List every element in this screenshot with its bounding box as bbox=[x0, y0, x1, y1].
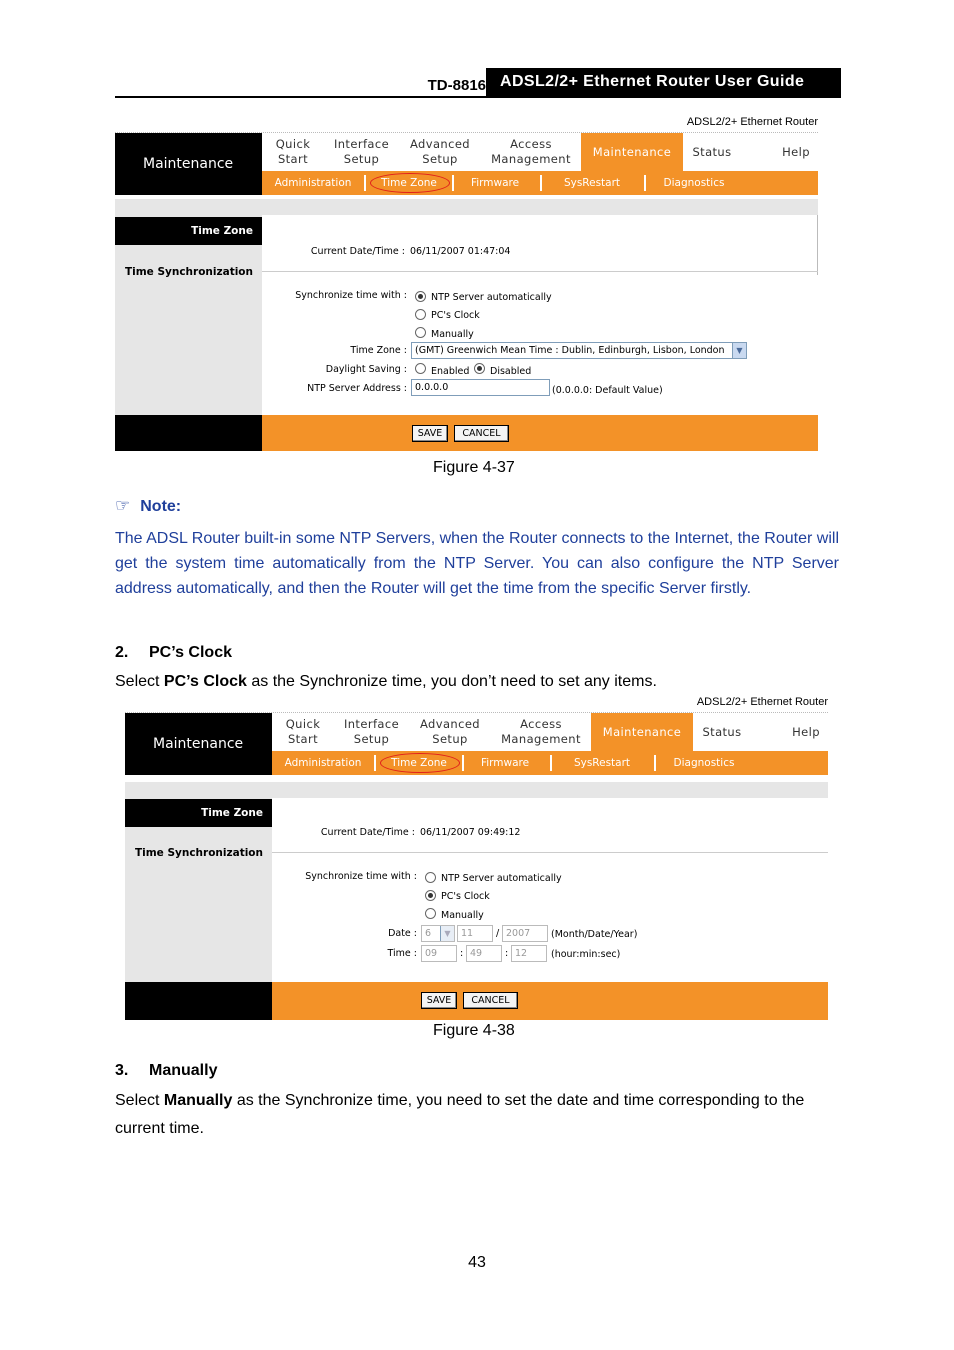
router-ui-ntp bbox=[115, 116, 818, 451]
time-label: Time : bbox=[387, 948, 417, 959]
subnav-diagnostics[interactable]: Diagnostics bbox=[663, 177, 725, 189]
ntp-address-hint: (0.0.0.0: Default Value) bbox=[552, 385, 663, 396]
date-hint: (Month/Date/Year) bbox=[551, 929, 638, 940]
radio-ntp[interactable] bbox=[425, 872, 436, 883]
sync-label: Synchronize time with : bbox=[305, 871, 417, 882]
nav-maintenance[interactable]: Maintenance bbox=[581, 133, 683, 171]
subnav-firmware[interactable]: Firmware bbox=[470, 177, 520, 189]
current-datetime-value: 06/11/2007 01:47:04 bbox=[410, 246, 511, 257]
save-button[interactable]: SAVE bbox=[412, 425, 448, 442]
chevron-down-icon: ▼ bbox=[732, 343, 746, 358]
button-bar bbox=[262, 415, 818, 451]
radio-manually[interactable] bbox=[425, 908, 436, 919]
nav-quick-start[interactable]: Quick Start bbox=[275, 137, 311, 166]
radio-ntp[interactable] bbox=[415, 291, 426, 302]
time-hint: (hour:min:sec) bbox=[551, 949, 621, 960]
nav-advanced-setup[interactable]: Advanced Setup bbox=[419, 717, 480, 746]
radio-daylight-enabled[interactable] bbox=[415, 363, 426, 374]
radio-manually-label: Manually bbox=[431, 329, 474, 340]
time-separator: : bbox=[460, 948, 464, 959]
subnav-diagnostics[interactable]: Diagnostics bbox=[673, 757, 735, 769]
timezone-label: Time Zone : bbox=[350, 345, 407, 356]
subnav-time-zone[interactable]: Time Zone bbox=[381, 177, 437, 189]
button-bar bbox=[272, 982, 828, 1020]
radio-ntp-label: NTP Server automatically bbox=[431, 292, 552, 303]
radio-manually-label: Manually bbox=[441, 910, 484, 921]
time-hour-input[interactable]: 09 bbox=[421, 945, 457, 962]
radio-pc-clock-label: PC's Clock bbox=[431, 310, 480, 321]
chevron-down-icon: ▼ bbox=[440, 926, 454, 941]
time-sync-label: Time Synchronization bbox=[124, 266, 253, 278]
radio-pc-clock[interactable] bbox=[425, 890, 436, 901]
sub-nav bbox=[272, 751, 828, 775]
nav-access-management[interactable]: Access Management bbox=[491, 137, 571, 166]
daylight-label: Daylight Saving : bbox=[325, 364, 407, 375]
radio-pc-clock[interactable] bbox=[415, 309, 426, 320]
time-zone-label: Time Zone bbox=[115, 217, 262, 245]
subnav-time-zone[interactable]: Time Zone bbox=[391, 757, 447, 769]
note-heading: ☞ Note: bbox=[115, 496, 182, 515]
subnav-sysrestart[interactable]: SysRestart bbox=[573, 757, 631, 769]
radio-pc-clock-label: PC's Clock bbox=[441, 891, 490, 902]
nav-help[interactable]: Help bbox=[782, 144, 810, 159]
radio-manually[interactable] bbox=[415, 327, 426, 338]
nav-access-management[interactable]: Access Management bbox=[501, 717, 581, 746]
nav-status[interactable]: Status bbox=[692, 144, 732, 159]
current-datetime-value: 06/11/2007 09:49:12 bbox=[420, 827, 521, 838]
subnav-administration[interactable]: Administration bbox=[274, 177, 352, 189]
pointing-hand-icon: ☞ bbox=[115, 496, 131, 515]
time-sec-input[interactable]: 12 bbox=[511, 945, 547, 962]
time-min-input[interactable]: 49 bbox=[466, 945, 502, 962]
paragraph: Select Manually as the Synchronize time, you need to set the date and time corresponding to the current time. bbox=[115, 1092, 805, 1137]
nav-advanced-setup[interactable]: Advanced Setup bbox=[409, 137, 470, 166]
section-heading: 3. Manually bbox=[115, 1062, 218, 1079]
date-separator: / bbox=[496, 928, 500, 939]
section-heading: 2. PC’s Clock bbox=[115, 644, 232, 661]
model-name: TD-8816 bbox=[427, 77, 486, 94]
section-title: Maintenance bbox=[115, 133, 262, 195]
time-zone-label: Time Zone bbox=[125, 799, 272, 827]
paragraph: Select PC’s Clock as the Synchronize time, you don’t need to set any items. bbox=[115, 673, 657, 690]
current-datetime-label: Current Date/Time : bbox=[320, 827, 415, 838]
figure-caption: Figure 4-37 bbox=[433, 459, 515, 476]
radio-daylight-disabled-label: Disabled bbox=[490, 366, 532, 377]
current-datetime-label: Current Date/Time : bbox=[310, 246, 405, 257]
note-body: The ADSL Router built-in some NTP Servers, when the Router connects to the Internet, the Router will get the system time automatically from the NTP Server. You can also configure the NTP Server address automatically, and then the Router will get the time from the specific Server firstly. bbox=[115, 530, 839, 597]
cancel-button[interactable]: CANCEL bbox=[463, 992, 518, 1009]
subnav-firmware[interactable]: Firmware bbox=[480, 757, 530, 769]
highlight-circle bbox=[380, 753, 460, 773]
date-day-input[interactable]: 11 bbox=[457, 925, 493, 942]
radio-daylight-enabled-label: Enabled bbox=[431, 366, 470, 377]
cancel-button[interactable]: CANCEL bbox=[454, 425, 509, 442]
section-title: Maintenance bbox=[125, 713, 272, 775]
router-ui-pc-clock bbox=[125, 696, 828, 1020]
main-nav bbox=[262, 133, 818, 171]
date-month-select[interactable]: 6 ▼ bbox=[421, 925, 455, 942]
time-sync-label: Time Synchronization bbox=[134, 847, 263, 859]
radio-daylight-disabled[interactable] bbox=[474, 363, 485, 374]
document-header bbox=[115, 68, 841, 98]
ntp-address-input[interactable]: 0.0.0.0 bbox=[411, 379, 550, 396]
nav-status[interactable]: Status bbox=[702, 724, 742, 739]
timezone-select[interactable]: (GMT) Greenwich Mean Time : Dublin, Edinburgh, Lisbon, London ▼ bbox=[411, 342, 747, 359]
nav-help[interactable]: Help bbox=[792, 724, 820, 739]
subnav-sysrestart[interactable]: SysRestart bbox=[563, 177, 621, 189]
nav-interface-setup[interactable]: Interface Setup bbox=[333, 137, 390, 166]
page-number: 43 bbox=[468, 1254, 486, 1271]
ntp-address-label: NTP Server Address : bbox=[307, 383, 407, 394]
nav-interface-setup[interactable]: Interface Setup bbox=[343, 717, 400, 746]
date-year-input[interactable]: 2007 bbox=[502, 925, 548, 942]
date-label: Date : bbox=[388, 928, 417, 939]
nav-maintenance[interactable]: Maintenance bbox=[591, 713, 693, 751]
brand-label: ADSL2/2+ Ethernet Router bbox=[696, 696, 828, 708]
brand-label: ADSL2/2+ Ethernet Router bbox=[686, 116, 818, 128]
subnav-administration[interactable]: Administration bbox=[284, 757, 362, 769]
nav-quick-start[interactable]: Quick Start bbox=[285, 717, 321, 746]
sub-nav bbox=[262, 171, 818, 195]
time-separator: : bbox=[505, 948, 509, 959]
guide-title: ADSL2/2+ Ethernet Router User Guide bbox=[486, 68, 841, 96]
sync-label: Synchronize time with : bbox=[295, 290, 407, 301]
save-button[interactable]: SAVE bbox=[421, 992, 457, 1009]
highlight-circle bbox=[370, 173, 450, 193]
radio-ntp-label: NTP Server automatically bbox=[441, 873, 562, 884]
figure-caption: Figure 4-38 bbox=[433, 1022, 515, 1039]
main-nav bbox=[272, 713, 828, 751]
